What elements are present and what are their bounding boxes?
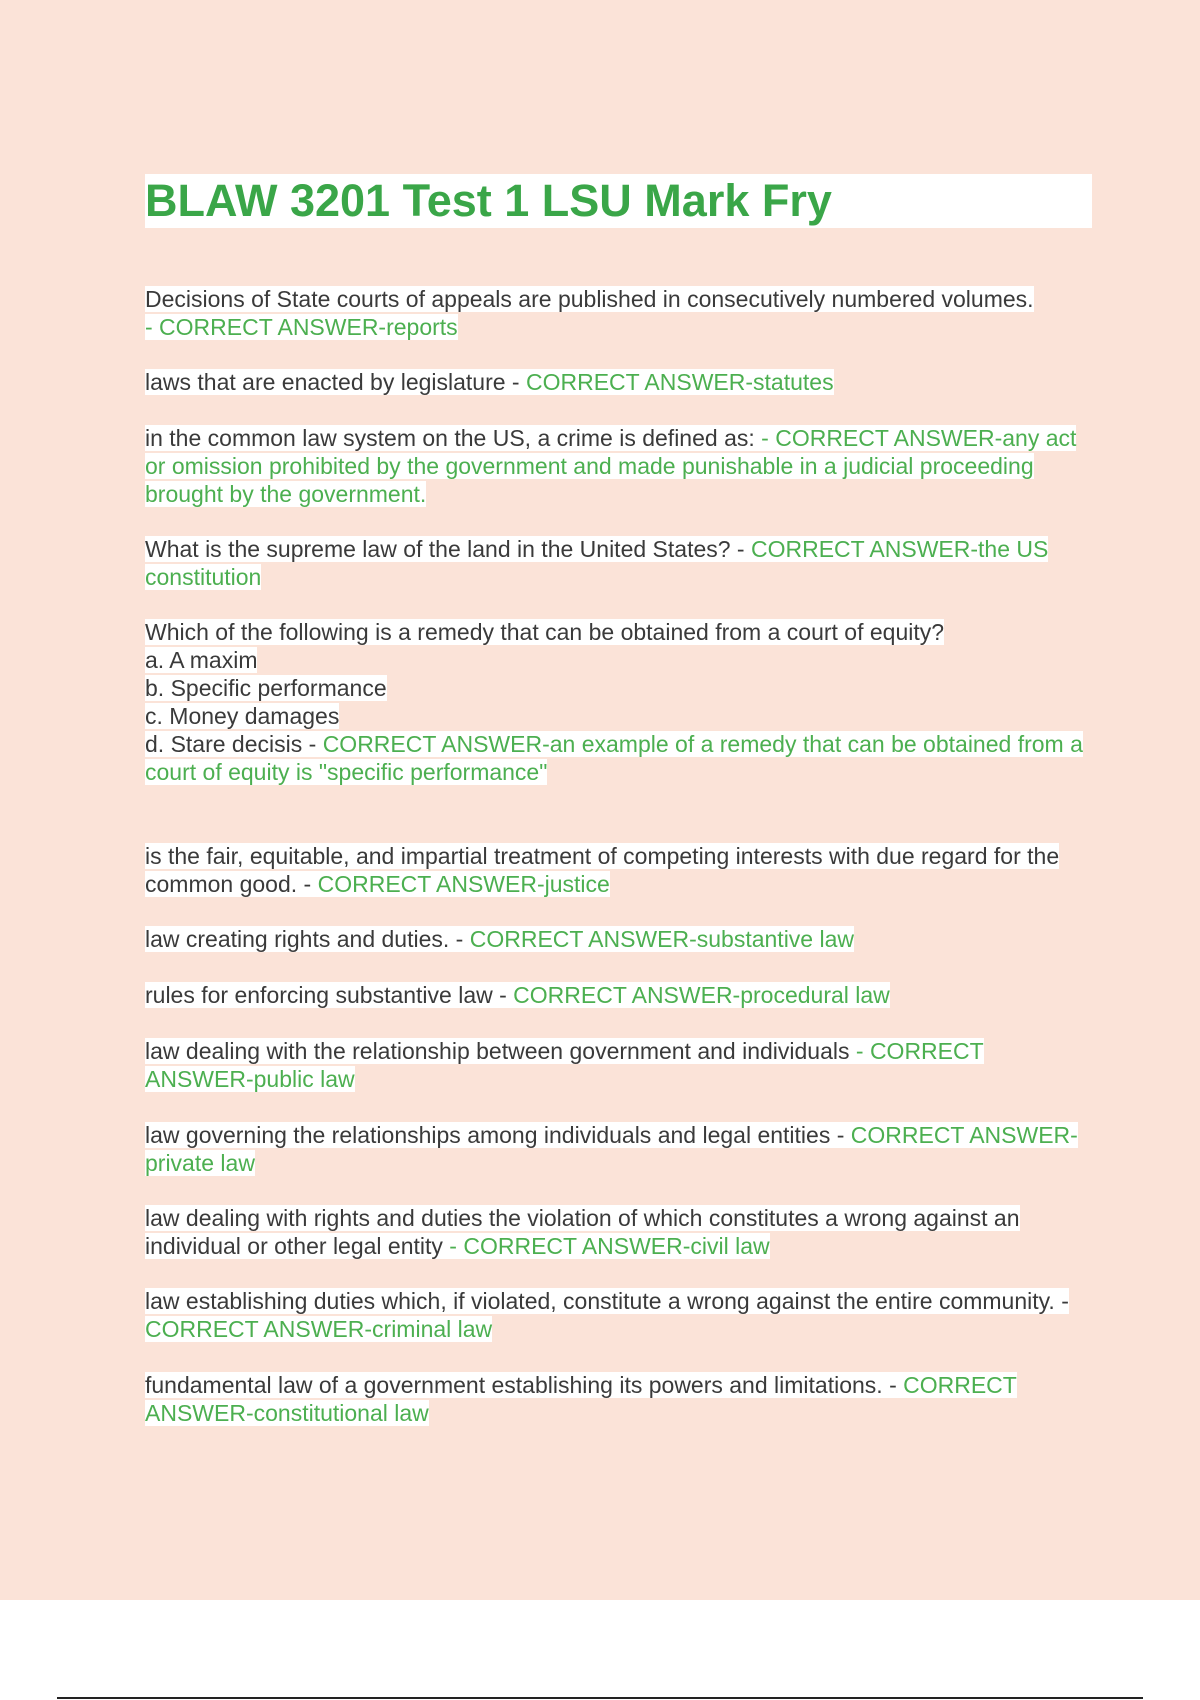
option-a: a. A maxim	[145, 647, 258, 673]
question-text: fundamental law of a government establishing its powers and limitations. -	[145, 1372, 904, 1398]
option-c: c. Money damages	[145, 703, 340, 729]
answer-text: - CORRECT ANSWER-public law	[145, 1038, 984, 1092]
qa-item-10	[145, 1121, 1095, 1177]
qa-item-5	[145, 618, 1095, 786]
document-title: BLAW 3201 Test 1 LSU Mark Fry	[145, 175, 832, 226]
qa-item-6	[145, 842, 1095, 898]
title-banner	[145, 174, 1092, 228]
answer-text: CORRECT ANSWER-substantive law	[469, 926, 855, 952]
qa-item-2	[145, 368, 1095, 396]
question-text: rules for enforcing substantive law -	[145, 982, 514, 1008]
option-d: d. Stare decisis -	[145, 731, 323, 757]
qa-item-8	[145, 981, 1095, 1009]
qa-item-13	[145, 1371, 1095, 1427]
answer-text: - CORRECT ANSWER-civil law	[449, 1233, 770, 1259]
qa-item-7	[145, 925, 1095, 953]
question-text: is the fair, equitable, and impartial treatment of competing interests with due regard for the common good. -	[145, 843, 1060, 897]
answer-text: CORRECT ANSWER-statutes	[525, 369, 834, 395]
answer-text: - CORRECT ANSWER-any act or omission prohibited by the government and made punishable in a judicial proceeding brought by the government.	[145, 425, 1077, 507]
answer-text: - CORRECT ANSWER-reports	[145, 314, 458, 340]
question-text: laws that are enacted by legislature -	[145, 369, 526, 395]
qa-item-4	[145, 535, 1095, 591]
qa-item-3	[145, 424, 1095, 508]
question-text: law dealing with the relationship between government and individuals	[145, 1038, 856, 1064]
answer-text: CORRECT ANSWER-private law	[145, 1122, 1078, 1176]
question-text: law dealing with rights and duties the violation of which constitutes a wrong against an individual or other legal entity	[145, 1205, 1020, 1259]
question-text: law governing the relationships among individuals and legal entities -	[145, 1122, 851, 1148]
question-text: What is the supreme law of the land in the United States? -	[145, 536, 751, 562]
answer-text: CORRECT ANSWER-procedural law	[513, 982, 890, 1008]
qa-item-12	[145, 1287, 1095, 1343]
question-text: Decisions of State courts of appeals are published in consecutively numbered volumes.	[145, 286, 1034, 312]
option-b: b. Specific performance	[145, 675, 387, 701]
question-text: law creating rights and duties. -	[145, 926, 470, 952]
qa-item-11	[145, 1204, 1095, 1260]
answer-text: CORRECT ANSWER-criminal law	[145, 1316, 493, 1342]
question-text: Which of the following is a remedy that can be obtained from a court of equity?	[145, 619, 945, 645]
question-text: in the common law system on the US, a crime is defined as:	[145, 425, 762, 451]
qa-item-1	[145, 285, 1095, 341]
answer-text: CORRECT ANSWER-justice	[317, 871, 610, 897]
footer-divider	[57, 1697, 1143, 1699]
answer-text: CORRECT ANSWER-the US constitution	[145, 536, 1049, 590]
question-text: law establishing duties which, if violated, constitute a wrong against the entire community. -	[145, 1288, 1069, 1314]
answer-text: CORRECT ANSWER-an example of a remedy that can be obtained from a court of equity is "specific performance"	[145, 731, 1083, 785]
answer-text: CORRECT ANSWER-constitutional law	[145, 1372, 1017, 1426]
qa-item-9	[145, 1037, 1095, 1093]
